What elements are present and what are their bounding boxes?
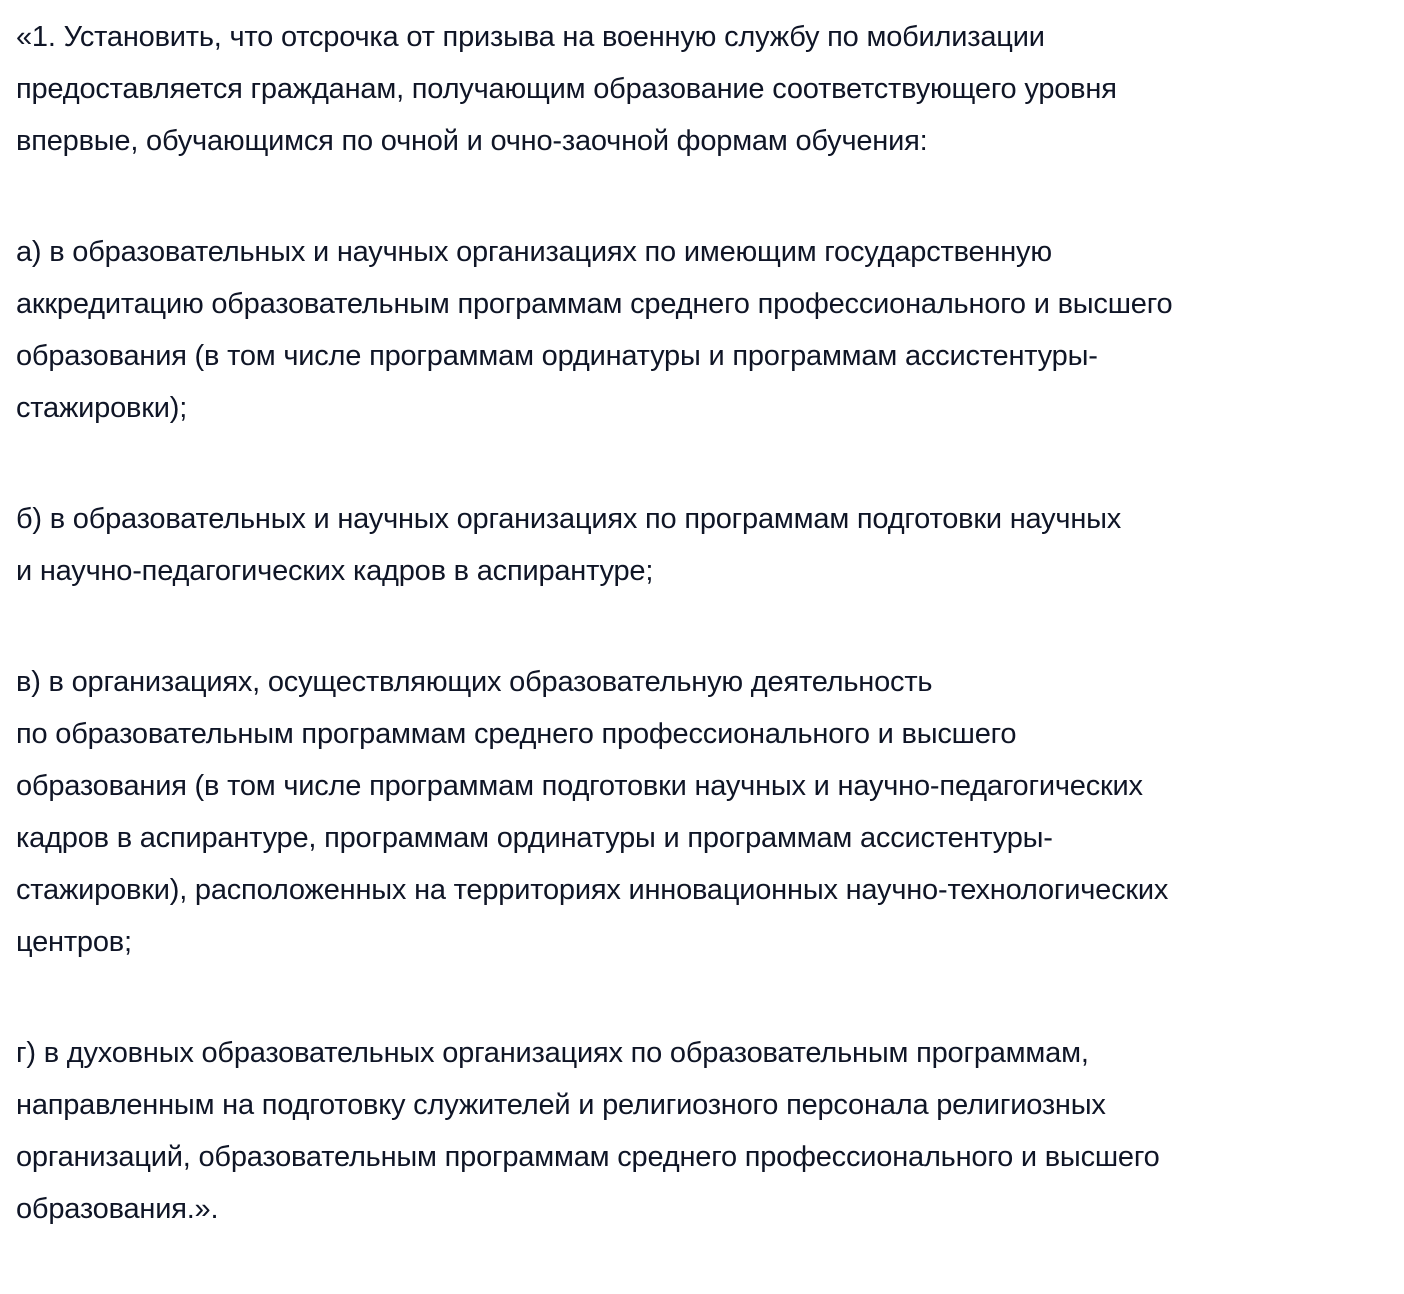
text-line: г) в духовных образовательных организациях по образовательным программам,	[16, 1037, 1089, 1069]
paragraph-g	[16, 1027, 1396, 1235]
document-text	[16, 11, 1396, 1294]
text-line: образования (в том числе программам ординатуры и программам ассистентуры-	[16, 340, 1098, 372]
text-line: предоставляется гражданам, получающим образование соответствующего уровня	[16, 73, 1117, 105]
text-line: и научно-педагогических кадров в аспирантуре;	[16, 555, 654, 587]
text-line: в) в организациях, осуществляющих образовательную деятельность	[16, 666, 933, 698]
text-line: а) в образовательных и научных организациях по имеющим государственную	[16, 236, 1052, 268]
paragraph-intro	[16, 11, 1396, 167]
paragraph-a	[16, 226, 1396, 434]
text-line: направленным на подготовку служителей и религиозного персонала религиозных	[16, 1089, 1106, 1121]
text-line: образования (в том числе программам подготовки научных и научно-педагогических	[16, 770, 1143, 802]
paragraph-v	[16, 656, 1396, 968]
text-line: организаций, образовательным программам среднего профессионального и высшего	[16, 1141, 1160, 1173]
text-line: стажировки), расположенных на территориях инновационных научно-технологических	[16, 874, 1169, 906]
text-line: стажировки);	[16, 392, 188, 424]
text-line: кадров в аспирантуре, программам ординатуры и программам ассистентуры-	[16, 822, 1053, 854]
text-line: центров;	[16, 926, 132, 958]
text-line: по образовательным программам среднего профессионального и высшего	[16, 718, 1017, 750]
text-line: образования.».	[16, 1193, 219, 1225]
paragraph-b	[16, 493, 1396, 597]
text-line: аккредитацию образовательным программам среднего профессионального и высшего	[16, 288, 1173, 320]
text-line: б) в образовательных и научных организациях по программам подготовки научных	[16, 503, 1122, 535]
text-line: впервые, обучающимся по очной и очно-заочной формам обучения:	[16, 125, 928, 157]
text-line: «1. Установить, что отсрочка от призыва на военную службу по мобилизации	[16, 21, 1045, 53]
